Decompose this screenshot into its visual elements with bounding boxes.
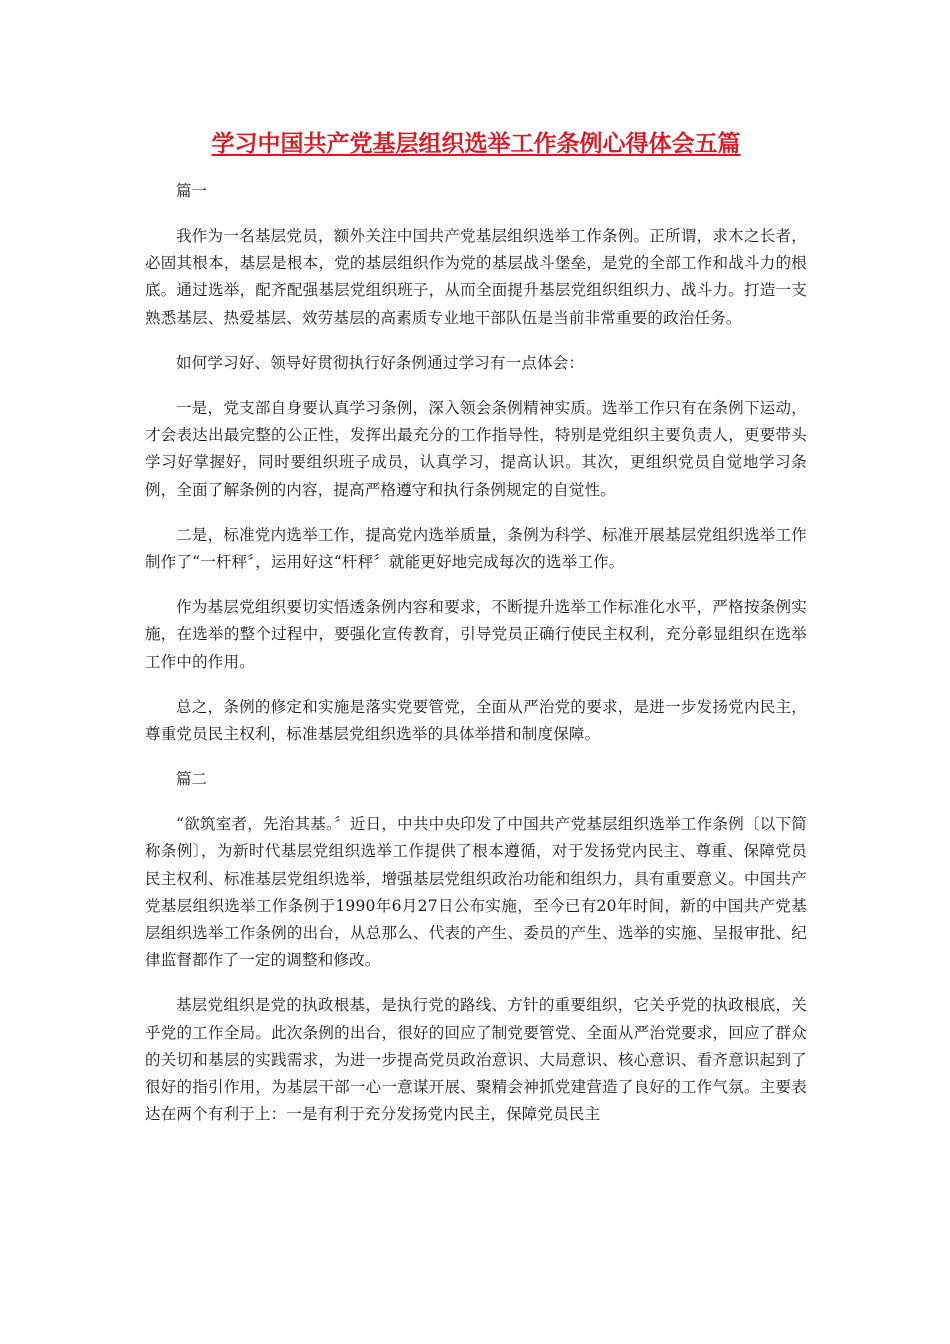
paragraph: “欲筑室者，先治其基。〞近日，中共中央印发了中国共产党基层组织选举工作条例〔以下简称条例〕，为新时代基层党组织选举工作提供了根本遵循，对于发扬党内民主、尊重、保障党员民主权利、标准基层党组织选举，增强基层党组织政治功能和组织力，具有重要意义。中国共产党基层组织选举工作条例于1990年6月27日公布实施，至今已有20年时间，新的中国共产党基层组织选举工作条例的出台，从总那么、代表的产生、委员的产生、选举的实施、呈报审批、纪律监督都作了一定的调整和修改。 (145, 815, 807, 970)
paragraph: 一是，党支部自身要认真学习条例，深入领会条例精神实质。选举工作只有在条例下运动，才会表达出最完整的公正性，发挥出最充分的工作指导性，特别是党组织主要负责人，更要带头学习好掌握好，同时要组织班子成员，认真学习，提高认识。其次，更组织党员自觉地学习条例，全面了解条例的内容，提高严格遵守和执行条例规定的自觉性。 (145, 399, 807, 499)
section-1 (145, 178, 807, 748)
section-heading: 篇一 (176, 182, 208, 200)
section-heading: 篇二 (176, 770, 208, 789)
paragraph: 二是，标准党内选举工作，提高党内选举质量，条例为科学、标准开展基层党组织选举工作制作了“一杆秤〞，运用好这“杆秤〞就能更好地完成每次的选举工作。 (145, 525, 807, 572)
document-title: 学习中国共产党基层组织选举工作条例心得体会五篇 (211, 131, 741, 157)
section-2 (145, 766, 807, 1128)
paragraph: 总之，条例的修定和实施是落实党要管党，全面从严治党的要求，是进一步发扬党内民主，尊重党员民主权利，标准基层党组织选举的具体举措和制度保障。 (145, 697, 807, 744)
paragraph: 基层党组织是党的执政根基，是执行党的路线、方针的重要组织，它关乎党的执政根底，关乎党的工作全局。此次条例的出台，很好的回应了制党要管党、全面从严治党要求，回应了群众的关切和基层的实践需求，为进一步提高党员政治意识、大局意识、核心意识、看齐意识起到了很好的指引作用，为基层干部一心一意谋开展、聚精会神抓党建营造了良好的工作气氛。主要表达在两个有利于上：一是有利于充分发扬党内民主，保障党员民主 (145, 996, 807, 1124)
document-page (145, 128, 807, 1128)
paragraph: 我作为一名基层党员，额外关注中国共产党基层组织选举工作条例。正所谓，求木之长者，必固其根本，基层是根本，党的基层组织作为党的基层战斗堡垒，是党的全部工作和战斗力的根底。通过选举，配齐配强基层党组织班子，从而全面提升基层党组织组织力、战斗力。打造一支熟悉基层、热爱基层、效劳基层的高素质专业地干部队伍是当前非常重要的政治任务。 (145, 227, 807, 327)
paragraph: 作为基层党组织要切实悟透条例内容和要求，不断提升选举工作标准化水平，严格按条例实施，在选举的整个过程中，要强化宣传教育，引导党员正确行使民主权利，充分彰显组织在选举工作中的作用。 (145, 598, 807, 671)
paragraph: 如何学习好、领导好贯彻执行好条例通过学习有一点体会： (176, 353, 585, 372)
